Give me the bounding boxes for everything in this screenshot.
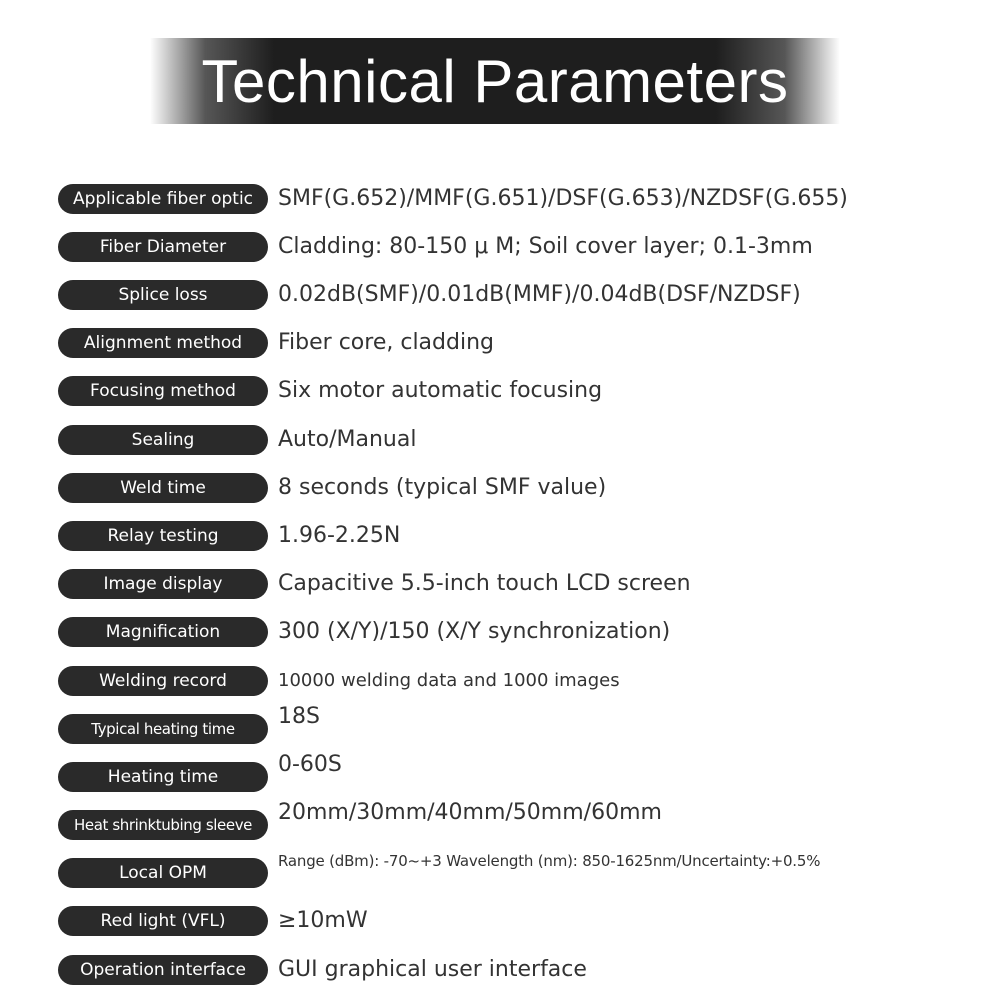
param-value: Fiber core, cladding xyxy=(278,330,494,355)
param-row-operation-interface xyxy=(58,955,978,985)
param-label: Fiber Diameter xyxy=(58,232,268,262)
param-label: Sealing xyxy=(58,425,268,455)
param-value: ≥10mW xyxy=(278,908,368,933)
param-value: 0-60S xyxy=(278,752,342,777)
param-row-sealing xyxy=(58,425,978,455)
param-value: Six motor automatic focusing xyxy=(278,378,603,403)
param-value: 10000 welding data and 1000 images xyxy=(278,670,620,691)
param-value: GUI graphical user interface xyxy=(278,957,587,982)
param-value: 0.02dB(SMF)/0.01dB(MMF)/0.04dB(DSF/NZDSF) xyxy=(278,282,801,307)
param-value: 300 (X/Y)/150 (X/Y synchronization) xyxy=(278,619,671,644)
param-label: Red light (VFL) xyxy=(58,906,268,936)
param-label: Magnification xyxy=(58,617,268,647)
param-row-red-light-vfl xyxy=(58,906,978,936)
param-label: Typical heating time xyxy=(58,714,268,744)
param-row-alignment-method xyxy=(58,328,978,358)
param-row-typical-heating-time xyxy=(58,704,978,744)
param-row-local-opm xyxy=(58,852,978,888)
param-row-weld-time xyxy=(58,473,978,503)
param-value: 1.96-2.25N xyxy=(278,523,401,548)
param-row-fiber-diameter xyxy=(58,232,978,262)
param-row-applicable-fiber-optic xyxy=(58,184,978,214)
param-value: Cladding: 80-150 μ M; Soil cover layer; 0.1-3mm xyxy=(278,234,813,259)
param-value: Capacitive 5.5-inch touch LCD screen xyxy=(278,571,691,596)
param-row-splice-loss xyxy=(58,280,978,310)
param-label: Applicable fiber optic xyxy=(58,184,268,214)
param-label: Heat shrinktubing sleeve xyxy=(58,810,268,840)
param-row-relay-testing xyxy=(58,521,978,551)
param-label: Image display xyxy=(58,569,268,599)
param-value: Auto/Manual xyxy=(278,427,417,452)
page-title: Technical Parameters xyxy=(201,47,789,115)
param-row-welding-record xyxy=(58,666,978,696)
param-row-image-display xyxy=(58,569,978,599)
param-value: 18S xyxy=(278,704,320,729)
param-value: Range (dBm): -70~+3 Wavelength (nm): 850-1625nm/Uncertainty:+0.5% xyxy=(278,852,821,870)
param-label: Weld time xyxy=(58,473,268,503)
param-row-focusing-method xyxy=(58,376,978,406)
param-value: 8 seconds (typical SMF value) xyxy=(278,475,607,500)
param-label: Heating time xyxy=(58,762,268,792)
param-label: Alignment method xyxy=(58,328,268,358)
param-row-heating-time xyxy=(58,752,978,792)
param-row-magnification xyxy=(58,617,978,647)
param-label: Welding record xyxy=(58,666,268,696)
param-label: Local OPM xyxy=(58,858,268,888)
param-row-heat-shrinktubing-sleeve xyxy=(58,800,978,840)
param-label: Relay testing xyxy=(58,521,268,551)
param-value: SMF(G.652)/MMF(G.651)/DSF(G.653)/NZDSF(G.655) xyxy=(278,186,848,211)
param-label: Focusing method xyxy=(58,376,268,406)
param-value: 20mm/30mm/40mm/50mm/60mm xyxy=(278,800,662,825)
param-label: Operation interface xyxy=(58,955,268,985)
param-label: Splice loss xyxy=(58,280,268,310)
